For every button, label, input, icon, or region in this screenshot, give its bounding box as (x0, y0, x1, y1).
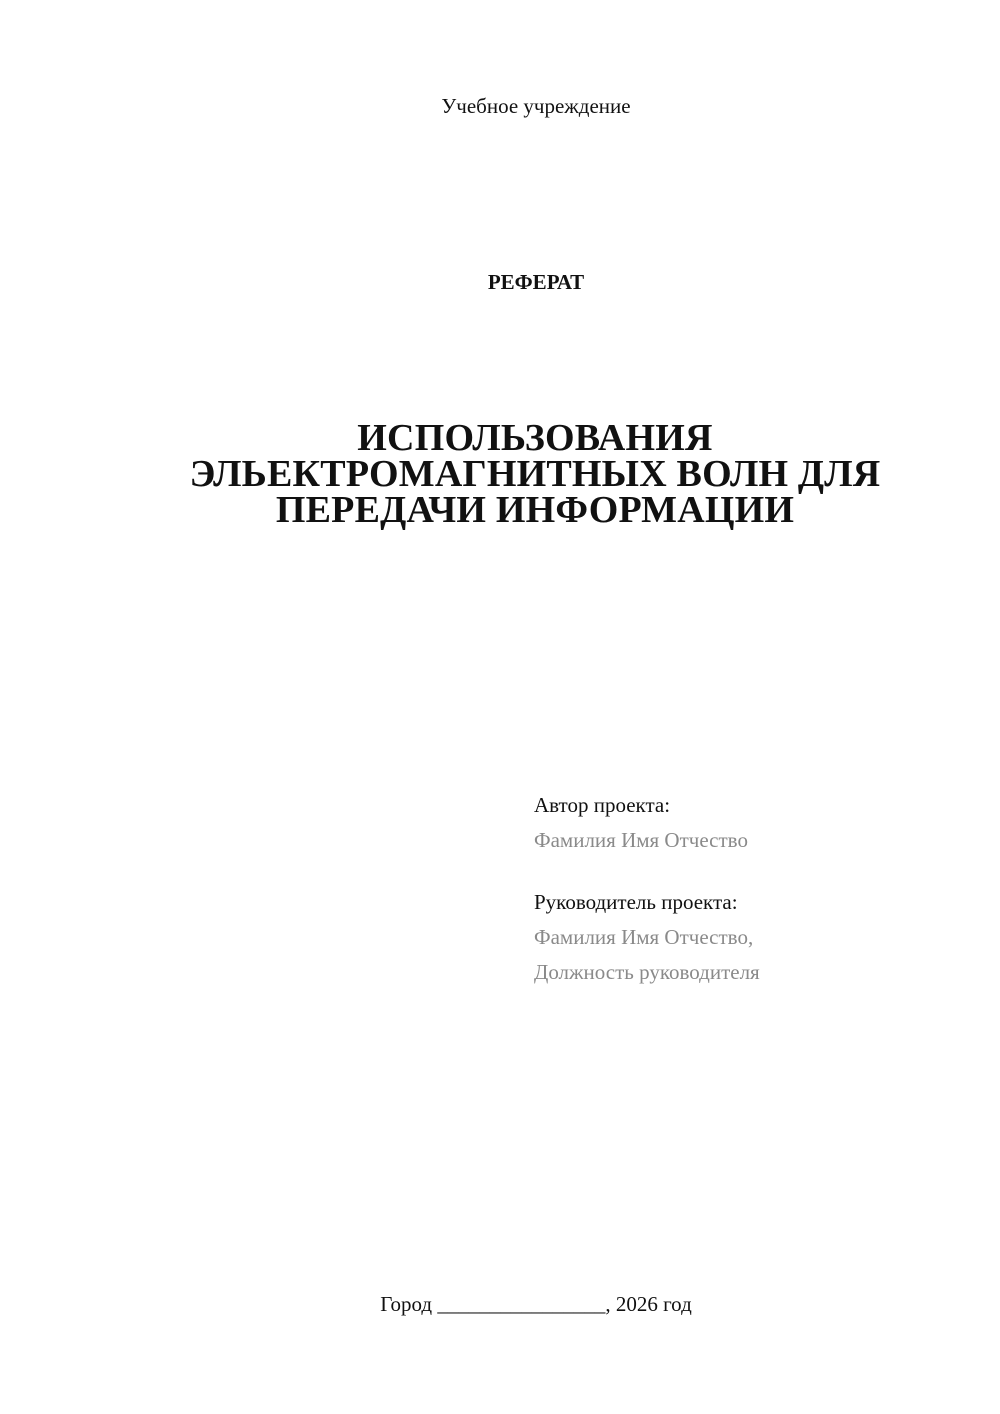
supervisor-position: Должность руководителя (534, 960, 760, 984)
document-title (140, 417, 930, 531)
supervisor-label: Руководитель проекта: (534, 890, 738, 914)
document-title-line-3: ПЕРЕДАЧИ ИНФОРМАЦИИ (275, 489, 795, 531)
author-label: Автор проекта: (534, 793, 671, 817)
document-title-line-1: ИСПОЛЬЗОВАНИЯ (357, 417, 713, 459)
supervisor-name: Фамилия Имя Отчество, (534, 925, 754, 949)
credits-spacer (534, 858, 974, 885)
document-title-line-2: ЭЛЬЕКТРОМАГНИТНЫХ ВОЛН ДЛЯ (189, 453, 881, 495)
author-name: Фамилия Имя Отчество (534, 828, 748, 852)
city-year-line: Город ________________, 2026 год (380, 1292, 692, 1316)
document-type: РЕФЕРАТ (487, 270, 585, 294)
credits-block (534, 788, 974, 990)
institution-name: Учебное учреждение (441, 94, 631, 118)
